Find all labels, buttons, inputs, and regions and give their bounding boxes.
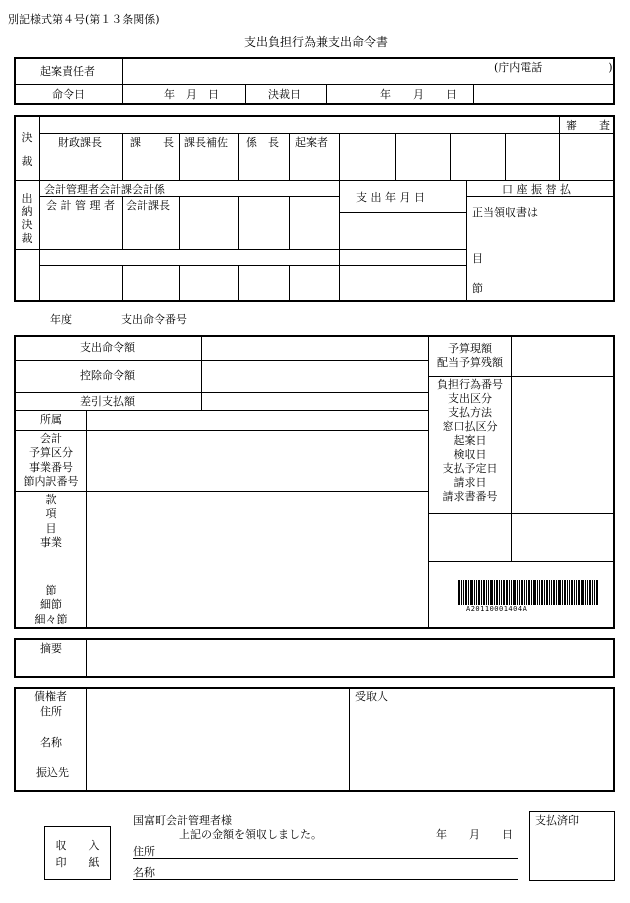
barcode-bar [592, 580, 593, 605]
receipt-statement: 上記の金額を領収しました。 [179, 828, 322, 841]
barcode-bar [551, 580, 552, 605]
receipt-meisho-label: 名称 [133, 866, 155, 879]
barcode-bar [458, 580, 460, 605]
barcode-bar [524, 580, 525, 605]
creditor-box [14, 687, 615, 792]
barcode-bar [553, 580, 555, 605]
barcode-bar [486, 580, 487, 605]
koza-furikae-label: 口 座 振 替 払 [502, 183, 571, 196]
kojo-gaku-label: 控除命令額 [80, 369, 135, 382]
barcode-bar [509, 580, 510, 605]
barcode-bar [564, 580, 566, 605]
barcode-bar [465, 580, 467, 605]
barcode-bar [562, 580, 563, 605]
barcode-bar [526, 580, 527, 605]
shozoku-label: 所属 [40, 413, 62, 426]
barcode-bar [589, 580, 591, 605]
yosan-labels: 予算現額 配当予算残額 [437, 342, 503, 370]
barcode-bar [496, 580, 498, 605]
meireibi-date[interactable]: 年 月 日 [164, 88, 219, 101]
barcode-bar [476, 580, 477, 605]
meireibi-label: 命令日 [52, 88, 85, 101]
barcode-bar [483, 580, 485, 605]
ryoshu-label: 正当領収書は [472, 206, 538, 219]
kaikei-group-labels: 会計 予算区分 事業番号 節内訳番号 [23, 432, 79, 488]
barcode-text: A20110001404A [466, 605, 528, 613]
furikomi-label: 振込先 [36, 766, 69, 779]
kou-group-labels: 款 項 目 事業 [40, 493, 62, 549]
barcode-bar [521, 580, 523, 605]
barcode-bar [537, 580, 538, 605]
kaikei-row-label: 会計管理者会計課会計係 [44, 183, 165, 196]
uketori-label: 受取人 [355, 690, 388, 703]
form-number: 別記様式第４号(第１３条関係) [8, 13, 160, 26]
barcode-bar [539, 580, 540, 605]
receipt-jusho-line[interactable] [133, 858, 518, 859]
role-kacho-hosa: 課長補佐 [184, 136, 228, 149]
tekiyo-label: 摘要 [40, 642, 62, 655]
receipt-date[interactable]: 年 月 日 [436, 828, 513, 841]
barcode-bar [596, 580, 598, 605]
barcode-bar [549, 580, 550, 605]
barcode-bar [581, 580, 584, 605]
barcode-bar [506, 580, 508, 605]
barcode-bar [461, 580, 462, 605]
nendo-label: 年度 [50, 313, 72, 326]
barcode-bar [468, 580, 469, 605]
barcode-bar [494, 580, 495, 605]
tel-field[interactable]: (庁内電話 ) [494, 61, 613, 74]
barcode-bar [567, 580, 568, 605]
addressee-label: 国富町会計管理者様 [133, 814, 232, 827]
barcode-bar [478, 580, 480, 605]
setsu-group-labels: 節 細節 細々節 [34, 584, 68, 626]
shishutsu-date-label: 支 出 年 月 日 [356, 191, 425, 204]
paid-stamp-label: 支払済印 [535, 814, 579, 827]
barcode-bar [533, 580, 536, 605]
kian-label: 起案責任者 [40, 65, 95, 78]
barcode-bar [569, 580, 570, 605]
setsu-label: 節 [472, 282, 483, 295]
revenue-stamp-label: 収 入 印 紙 [55, 839, 100, 869]
suitou-kessai-label: 出 納 決 裁 [21, 192, 33, 245]
role-kacho: 課 長 [130, 136, 174, 149]
kessaibi-label: 決裁日 [268, 88, 301, 101]
barcode-bar [481, 580, 482, 605]
kaikei-kacho-label: 会計課長 [126, 199, 170, 212]
receipt-meisho-line[interactable] [133, 879, 518, 880]
right-info-labels: 負担行為番号 支出区分 支払方法 窓口払区分 起案日 検収日 支払予定日 請求日 請求書番号 [437, 378, 503, 503]
sashihiki-label: 差引支払額 [80, 395, 135, 408]
barcode-bar [578, 580, 580, 605]
page-title: 支出負担行為兼支出命令書 [244, 35, 389, 49]
barcode-bar [501, 580, 502, 605]
barcode-bar [571, 580, 573, 605]
moku-label: 目 [472, 252, 483, 265]
receipt-jusho-label: 住所 [133, 845, 155, 858]
barcode-bar [541, 580, 543, 605]
barcode-bar [511, 580, 512, 605]
barcode-bar [585, 580, 586, 605]
kaikei-kanrisha-label: 会 計 管 理 者 [46, 199, 115, 212]
barcode-bar [490, 580, 493, 605]
role-kianja: 起案者 [295, 136, 328, 149]
barcode-bar [528, 580, 530, 605]
barcode-bar [517, 580, 518, 605]
barcode [458, 580, 599, 605]
barcode-bar [499, 580, 500, 605]
barcode-bar [587, 580, 588, 605]
barcode-bar [519, 580, 520, 605]
barcode-bar [558, 580, 561, 605]
barcode-bar [556, 580, 557, 605]
jusho-label: 住所 [40, 705, 62, 718]
kessai-label: 決 裁 [21, 131, 33, 169]
shinsa-label: 審 査 [566, 119, 610, 132]
meirei-no-label: 支出命令番号 [121, 313, 187, 326]
barcode-bar [503, 580, 505, 605]
barcode-bar [474, 580, 475, 605]
barcode-bar [594, 580, 595, 605]
kessaibi-date[interactable]: 年 月 日 [380, 88, 457, 101]
tekiyo-box [14, 638, 615, 678]
role-kakaricho: 係 長 [246, 136, 279, 149]
barcode-bar [463, 580, 464, 605]
shishutsu-gaku-label: 支出命令額 [80, 341, 135, 354]
barcode-bar [574, 580, 575, 605]
barcode-bar [513, 580, 516, 605]
meisho-label: 名称 [40, 736, 62, 749]
role-zaisei-kacho: 財政課長 [58, 136, 102, 149]
barcode-bar [531, 580, 532, 605]
barcode-bar [544, 580, 545, 605]
barcode-bar [576, 580, 577, 605]
barcode-bar [546, 580, 548, 605]
barcode-bar [488, 580, 489, 605]
saikensha-label: 債権者 [34, 690, 67, 703]
barcode-bar [470, 580, 473, 605]
